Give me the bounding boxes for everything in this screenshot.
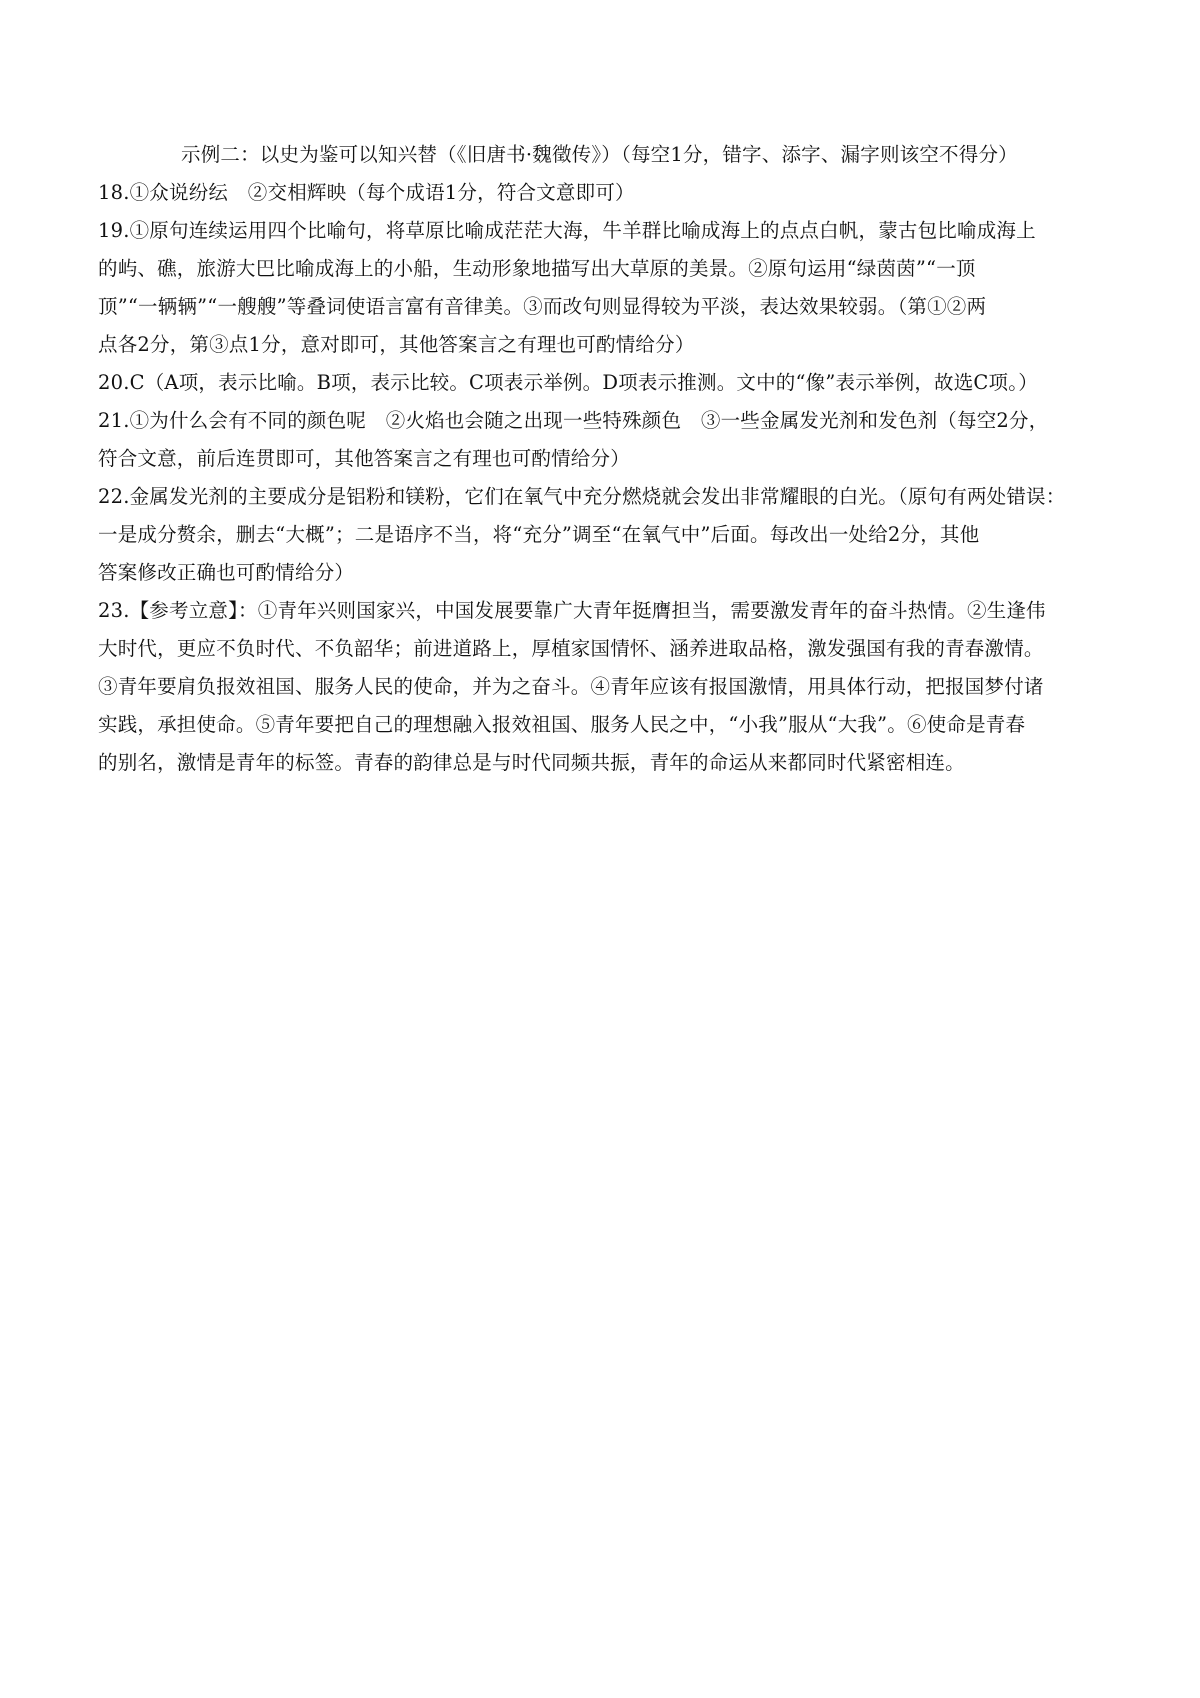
answer-q22 (98, 478, 1103, 592)
text-line: 的别名，激情是青年的标签。青春的韵律总是与时代同频共振，青年的命运从来都同时代紧密相连。 (98, 751, 965, 774)
text-line: 的屿、礁，旅游大巴比喻成海上的小船，生动形象地描写出大草原的美景。②原句运用“绿茵茵”“一顶 (98, 257, 976, 280)
text-line: 21.①为什么会有不同的颜色呢 ②火焰也会随之出现一些特殊颜色 ③一些金属发光剂和发色剂（每空2分， (98, 409, 1049, 432)
text-line: 18.①众说纷纭 ②交相辉映（每个成语1分，符合文意即可） (98, 181, 635, 204)
answer-q23 (98, 592, 1103, 782)
text-line: 22.金属发光剂的主要成分是铝粉和镁粉，它们在氧气中充分燃烧就会发出非常耀眼的白光。（原句有两处错误： (98, 485, 1066, 508)
text-line: 20.C（A项，表示比喻。B项，表示比较。C项表示举例。D项表示推测。文中的“像”表示举例，故选C项。） (98, 371, 1038, 394)
text-line: 点各2分，第③点1分，意对即可，其他答案言之有理也可酌情给分） (98, 333, 695, 356)
answer-q20 (98, 364, 1103, 402)
text-line: 示例二：以史为鉴可以知兴替（《旧唐书·魏徵传》）（每空1分，错字、添字、漏字则该空不得分） (181, 143, 1018, 166)
answer-example-2 (98, 136, 1103, 174)
text-line: 实践，承担使命。⑤青年要把自己的理想融入报效祖国、服务人民之中，“小我”服从“大我”。⑥使命是青春 (98, 713, 1026, 736)
answer-q19 (98, 212, 1103, 364)
text-line: 23.【参考立意】：①青年兴则国家兴，中国发展要靠广大青年挺膺担当，需要激发青年的奋斗热情。②生逢伟 (98, 599, 1046, 622)
answer-q18 (98, 174, 1103, 212)
answer-document (98, 136, 1103, 782)
text-line: 一是成分赘余，删去“大概”；二是语序不当，将“充分”调至“在氧气中”后面。每改出一处给2分，其他 (98, 523, 980, 546)
answer-q21 (98, 402, 1103, 478)
text-line: ③青年要肩负报效祖国、服务人民的使命，并为之奋斗。④青年应该有报国激情，用具体行动，把报国梦付诸 (98, 675, 1044, 698)
text-line: 答案修改正确也可酌情给分） (98, 561, 355, 584)
text-line: 顶”“一辆辆”“一艘艘”等叠词使语言富有音律美。③而改句则显得较为平淡，表达效果较弱。（第①②两 (98, 295, 987, 318)
text-line: 19.①原句连续运用四个比喻句，将草原比喻成茫茫大海，牛羊群比喻成海上的点点白帆，蒙古包比喻成海上 (98, 219, 1036, 242)
text-line: 符合文意，前后连贯即可，其他答案言之有理也可酌情给分） (98, 447, 630, 470)
text-line: 大时代，更应不负时代、不负韶华；前进道路上，厚植家国情怀、涵养进取品格，激发强国有我的青春激情。 (98, 637, 1044, 660)
